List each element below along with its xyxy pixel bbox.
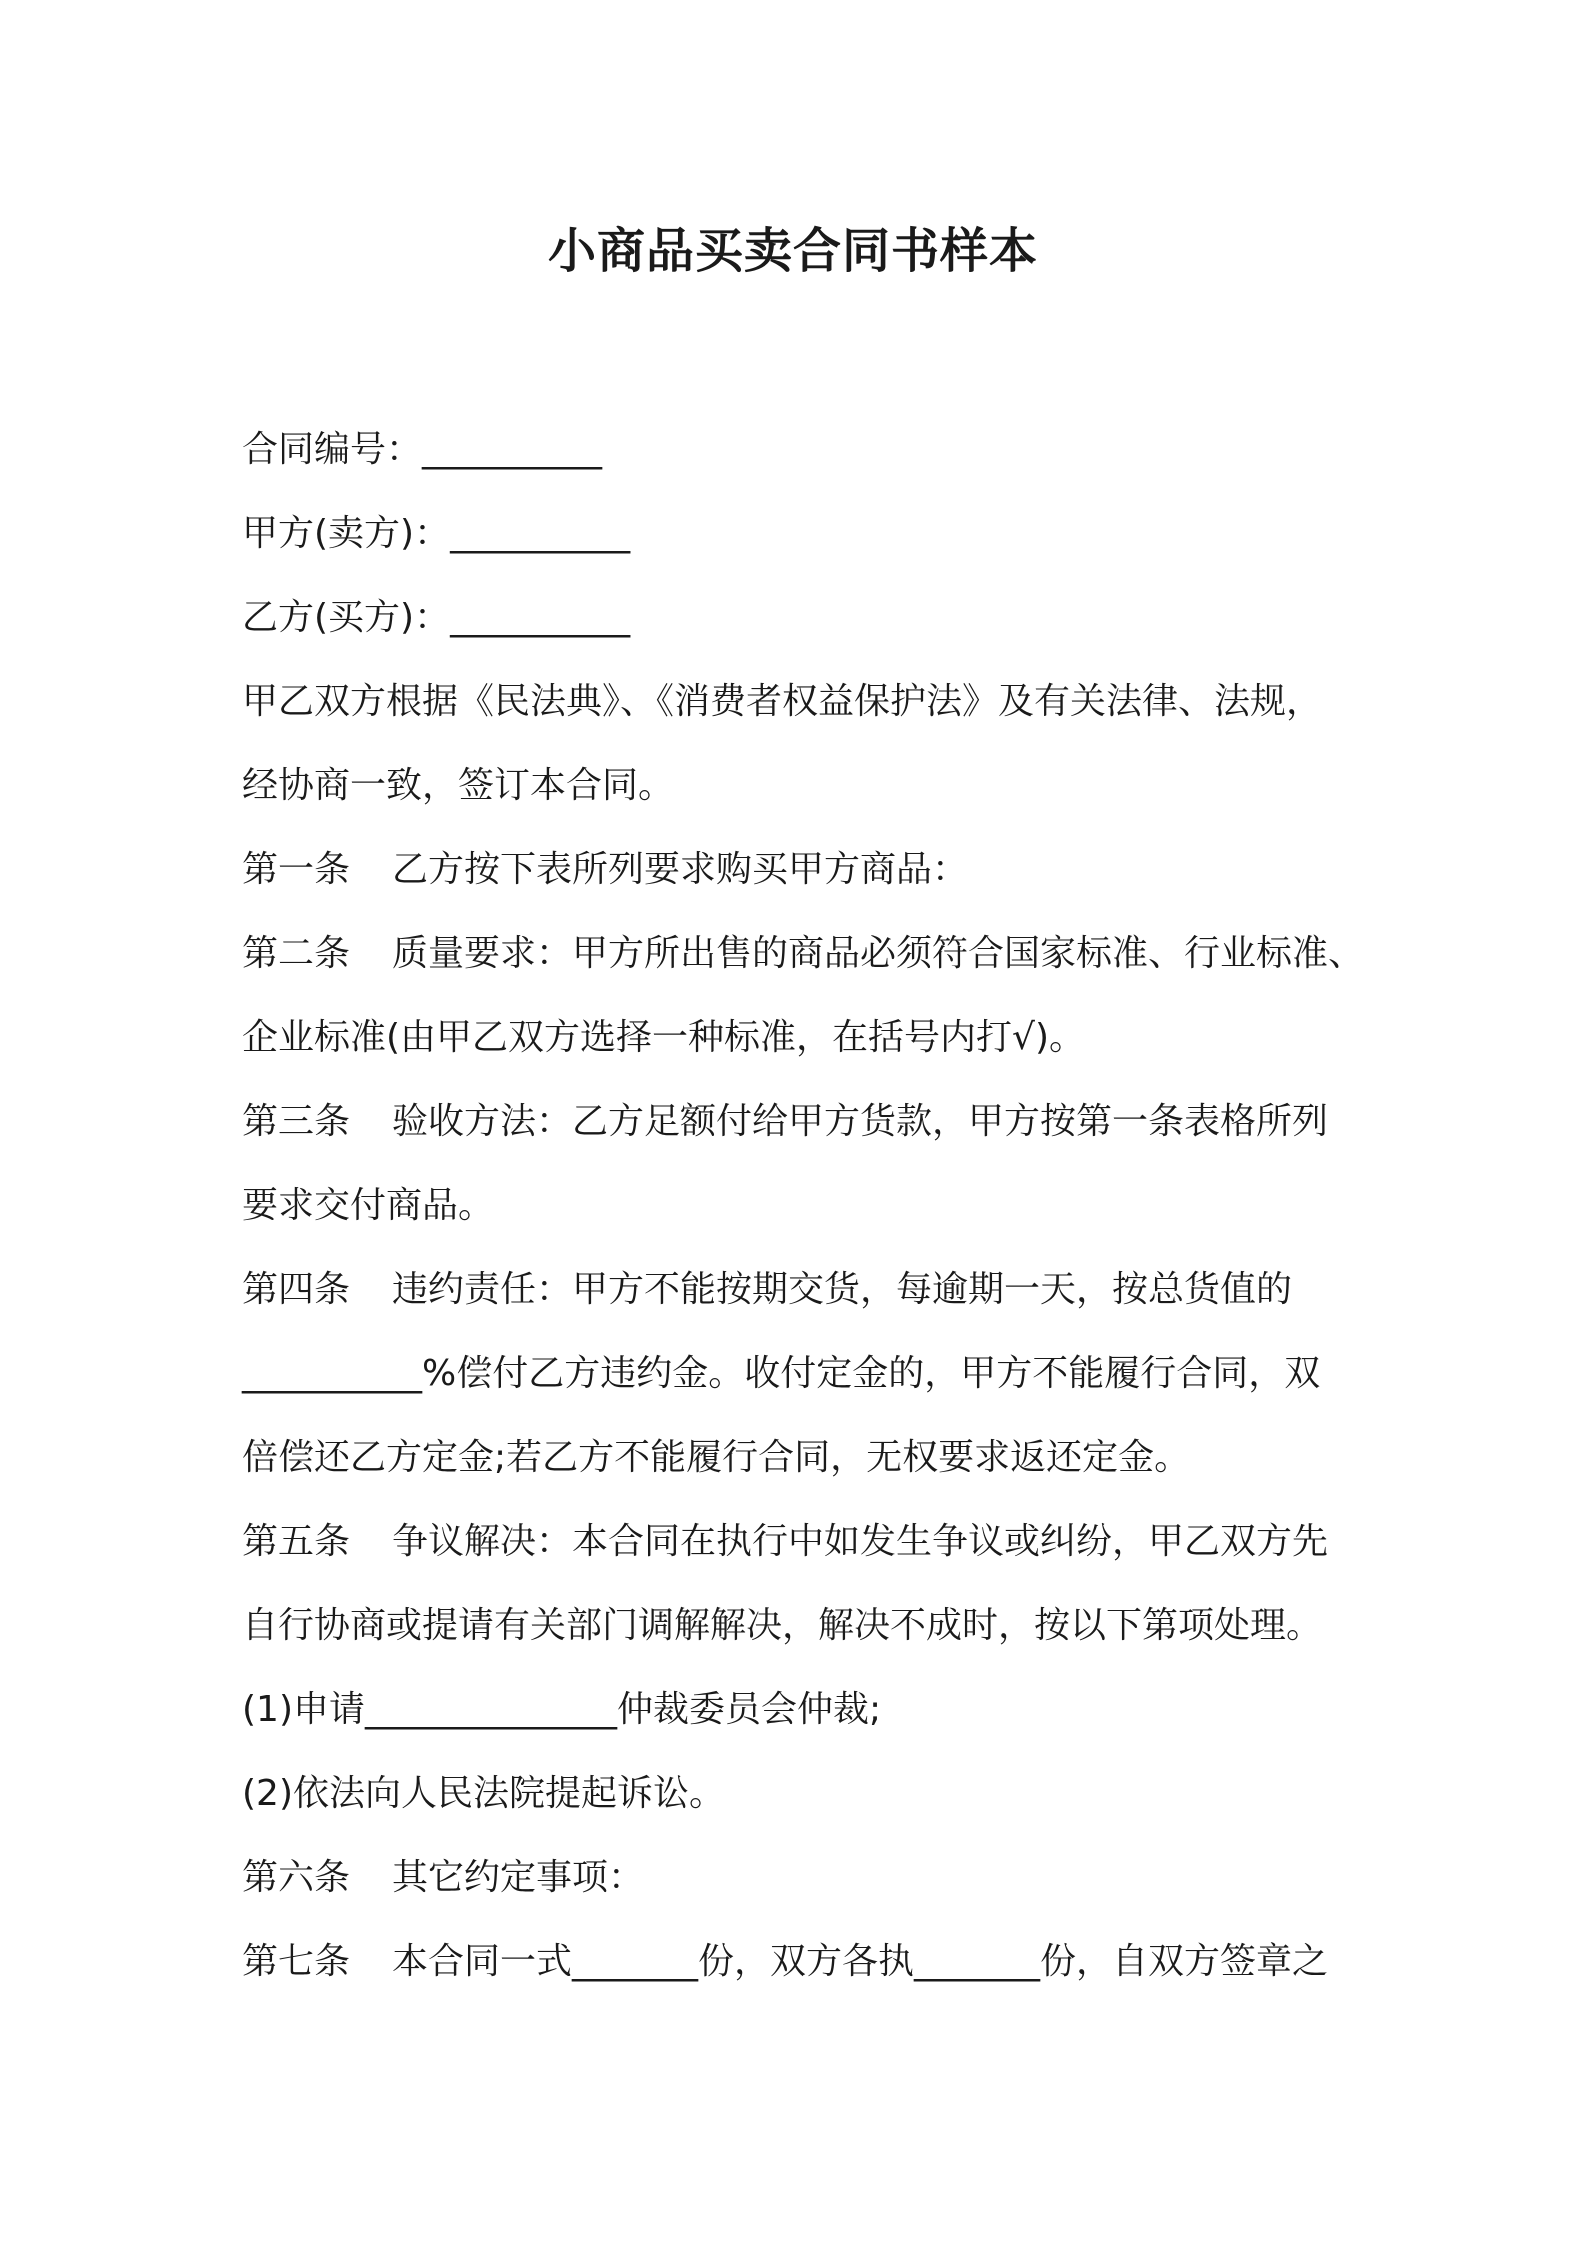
article-5-label: 第五条 <box>242 1521 351 1562</box>
article-5-option-1: (1)申请______________仲裁委员会仲裁; <box>242 1689 882 1730</box>
article-4 <box>242 1248 1362 1332</box>
article-1 <box>242 828 1362 912</box>
article-2 <box>242 912 1365 996</box>
article-3-cont: 要求交付商品。 <box>242 1185 495 1226</box>
party-a-line: 甲方(卖方)：__________ <box>242 513 631 554</box>
document-title: 小商品买卖合同书样本 <box>547 223 1038 279</box>
article-2-cont: 企业标准(由甲乙双方选择一种标准，在括号内打√)。 <box>242 1017 1086 1058</box>
article-4-label: 第四条 <box>242 1269 351 1310</box>
article-7-label: 第七条 <box>242 1941 351 1982</box>
article-5-cont: 自行协商或提请有关部门调解解决，解决不成时，按以下第项处理。 <box>242 1605 1323 1646</box>
preamble-line-2: 经协商一致，签订本合同。 <box>242 765 675 806</box>
party-b-line: 乙方(买方)：__________ <box>242 597 631 638</box>
article-3 <box>242 1080 1362 1164</box>
document-body <box>242 408 1365 2004</box>
article-7-text: 本合同一式_______份，双方各执_______份，自双方签章之 <box>392 1941 1329 1982</box>
article-2-text: 质量要求：甲方所出售的商品必须符合国家标准、行业标准、 <box>392 933 1365 974</box>
article-2-label: 第二条 <box>242 933 351 974</box>
article-6 <box>242 1836 1362 1920</box>
article-6-text: 其它约定事项： <box>392 1857 645 1898</box>
article-7 <box>242 1920 1362 2004</box>
article-4-cont-1: __________%偿付乙方违约金。收付定金的，甲方不能履行合同，双 <box>242 1353 1321 1394</box>
article-5 <box>242 1500 1362 1584</box>
article-4-text: 违约责任：甲方不能按期交货，每逾期一天，按总货值的 <box>392 1269 1293 1310</box>
preamble-line-1: 甲乙双方根据《民法典》、《消费者权益保护法》及有关法律、法规， <box>242 681 1323 722</box>
article-3-label: 第三条 <box>242 1101 351 1142</box>
article-6-label: 第六条 <box>242 1857 351 1898</box>
article-5-option-2: (2)依法向人民法院提起诉讼。 <box>242 1773 725 1814</box>
contract-number-line: 合同编号：__________ <box>242 429 603 470</box>
article-1-label: 第一条 <box>242 849 351 890</box>
article-3-text: 验收方法：乙方足额付给甲方货款，甲方按第一条表格所列 <box>392 1101 1329 1142</box>
article-4-cont-2: 倍偿还乙方定金;若乙方不能履行合同，无权要求返还定金。 <box>242 1437 1191 1478</box>
article-1-text: 乙方按下表所列要求购买甲方商品： <box>392 849 969 890</box>
article-5-text: 争议解决：本合同在执行中如发生争议或纠纷，甲乙双方先 <box>392 1521 1329 1562</box>
